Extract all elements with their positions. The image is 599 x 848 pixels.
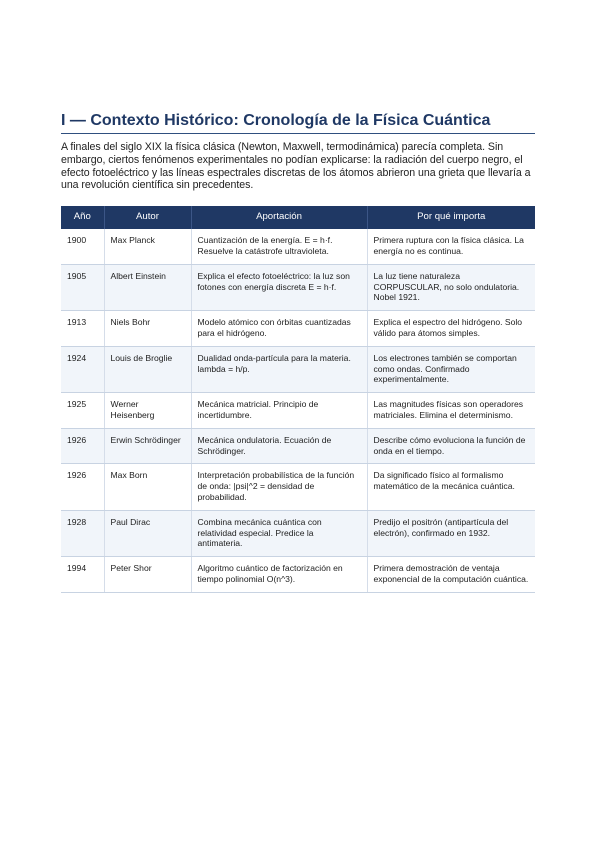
intro-paragraph: A finales del siglo XIX la física clásica (Newton, Maxwell, termodinámica) parecía completa. Sin embargo, ciertos fenómenos experimentales no podían explicarse: la radiación del cuerpo negro, el efecto fotoeléctrico y las líneas espectrales discretas de los átomos abrieron una grieta que llevaría a una revolución científica sin precedentes. (61, 141, 531, 192)
table-row (61, 510, 535, 556)
table-row (61, 557, 535, 593)
cell-year: 1994 (61, 557, 104, 593)
document-page (61, 111, 535, 593)
cell-author: Max Born (104, 464, 191, 510)
table-body (61, 229, 535, 592)
cell-contribution: Interpretación probabilística de la función de onda: |psi|^2 = densidad de probabilidad. (191, 464, 367, 510)
cell-author: Max Planck (104, 229, 191, 264)
cell-importance: Explica el espectro del hidrógeno. Solo válido para átomos simples. (367, 311, 535, 347)
header-year: Año (61, 206, 104, 229)
cell-importance: Primera demostración de ventaja exponencial de la computación cuántica. (367, 557, 535, 593)
header-importance: Por qué importa (367, 206, 535, 229)
cell-contribution: Combina mecánica cuántica con relatividad especial. Predice la antimateria. (191, 510, 367, 556)
cell-contribution: Explica el efecto fotoeléctrico: la luz son fotones con energía discreta E = h·f. (191, 264, 367, 310)
cell-author: Peter Shor (104, 557, 191, 593)
cell-contribution: Mecánica ondulatoria. Ecuación de Schrödinger. (191, 428, 367, 464)
cell-importance: La luz tiene naturaleza CORPUSCULAR, no solo ondulatoria. Nobel 1921. (367, 264, 535, 310)
table-row (61, 346, 535, 392)
cell-year: 1905 (61, 264, 104, 310)
cell-author: Niels Bohr (104, 311, 191, 347)
cell-contribution: Cuantización de la energía. E = h·f. Resuelve la catástrofe ultravioleta. (191, 229, 367, 264)
cell-author: Paul Dirac (104, 510, 191, 556)
cell-year: 1928 (61, 510, 104, 556)
cell-author: Albert Einstein (104, 264, 191, 310)
table-row (61, 428, 535, 464)
cell-year: 1926 (61, 464, 104, 510)
cell-importance: Da significado físico al formalismo matemático de la mecánica cuántica. (367, 464, 535, 510)
cell-importance: Predijo el positrón (antipartícula del electrón), confirmado en 1932. (367, 510, 535, 556)
table-row (61, 393, 535, 429)
table-header (61, 206, 535, 229)
cell-year: 1913 (61, 311, 104, 347)
table-row (61, 229, 535, 264)
table-row (61, 264, 535, 310)
cell-author: Erwin Schrödinger (104, 428, 191, 464)
timeline-table (61, 206, 535, 593)
cell-year: 1924 (61, 346, 104, 392)
cell-year: 1926 (61, 428, 104, 464)
cell-author: Werner Heisenberg (104, 393, 191, 429)
cell-contribution: Algoritmo cuántico de factorización en tiempo polinomial O(n^3). (191, 557, 367, 593)
cell-year: 1900 (61, 229, 104, 264)
cell-importance: Describe cómo evoluciona la función de onda en el tiempo. (367, 428, 535, 464)
cell-contribution: Mecánica matricial. Principio de incertidumbre. (191, 393, 367, 429)
cell-contribution: Dualidad onda-partícula para la materia. lambda = h/p. (191, 346, 367, 392)
cell-contribution: Modelo atómico con órbitas cuantizadas para el hidrógeno. (191, 311, 367, 347)
section-title: I — Contexto Histórico: Cronología de la Física Cuántica (61, 111, 535, 134)
header-author: Autor (104, 206, 191, 229)
table-row (61, 464, 535, 510)
cell-importance: Los electrones también se comportan como ondas. Confirmado experimentalmente. (367, 346, 535, 392)
cell-year: 1925 (61, 393, 104, 429)
cell-importance: Las magnitudes físicas son operadores matriciales. Elimina el determinismo. (367, 393, 535, 429)
cell-author: Louis de Broglie (104, 346, 191, 392)
header-contribution: Aportación (191, 206, 367, 229)
table-row (61, 311, 535, 347)
cell-importance: Primera ruptura con la física clásica. La energía no es continua. (367, 229, 535, 264)
